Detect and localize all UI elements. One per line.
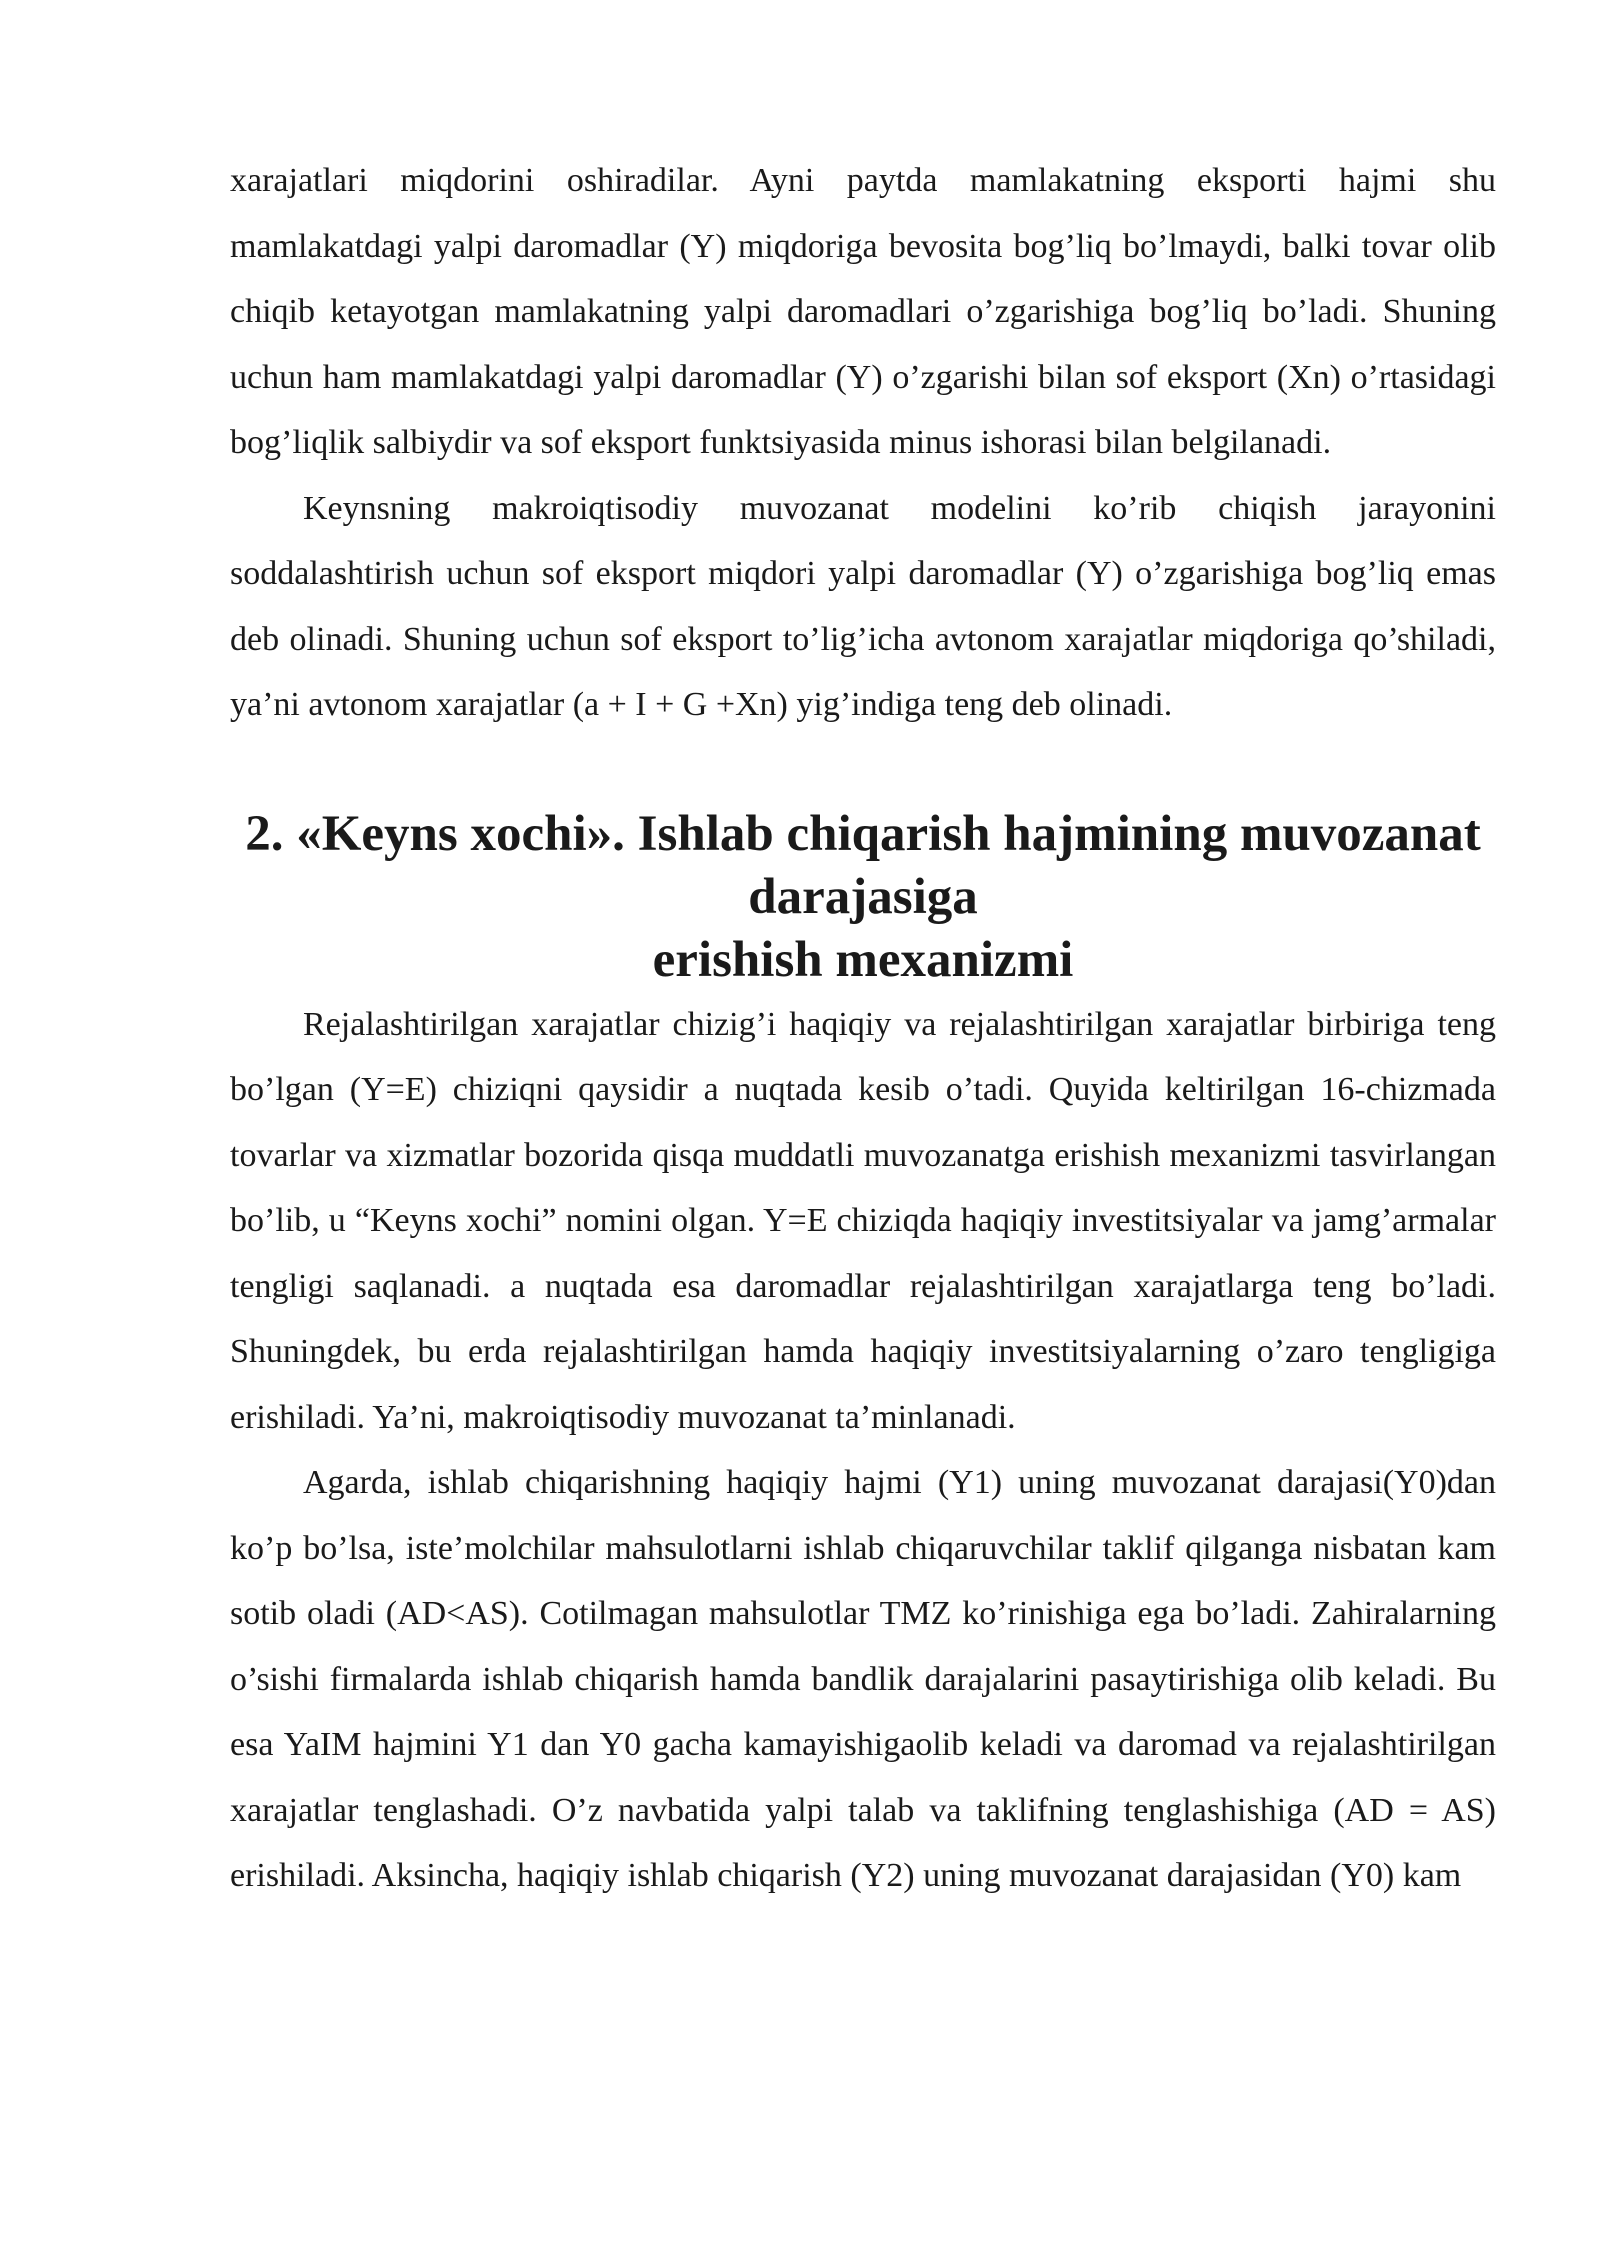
section-heading-line-1: 2. «Keyns xochi». Ishlab chiqarish hajmining muvozanat darajasiga: [245, 805, 1481, 925]
section-heading: [230, 803, 1496, 992]
section-heading-line-2: erishish mexanizmi: [652, 931, 1074, 988]
paragraph-planned-expenditure: Rejalashtirilgan xarajatlar chizig’i haqiqiy va rejalashtirilgan xarajatlar birbiriga teng bo’lgan (Y=E) chiziqni qaysidir a nuqtada kesib o’tadi. Quyida keltirilgan 16-chizmada tovarlar va xizmatlar bozorida qisqa muddatli muvozanatga erishish mexanizmi tasvirlangan bo’lib, u “Keyns xochi” nomini olgan. Y=E chiziqda haqiqiy investitsiyalar va jamg’armalar tengligi saqlanadi. a nuqtada esa daromadlar rejalashtirilgan xarajatlarga teng bo’ladi. Shuningdek, bu erda rejalashtirilgan hamda haqiqiy investitsiyalarning o’zaro tengligiga erishiladi. Ya’ni, makroiqtisodiy muvozanat ta’minlanadi.: [230, 1005, 1496, 1436]
paragraph-keynes-simplification: Keynsning makroiqtisodiy muvozanat modelini ko’rib chiqish jarayonini soddalashtirish uchun sof eksport miqdori yalpi daromadlar (Y) o’zgarishiga bog’liq emas deb olinadi. Shuning uchun sof eksport to’lig’icha avtonom xarajatlar miqdoriga qo’shiladi, ya’ni avtonom xarajatlar (a + I + G +Xn) yig’indiga teng deb olinadi.: [230, 489, 1496, 723]
page-body: [230, 148, 1496, 1909]
paragraph-export-dependency: xarajatlari miqdorini oshiradilar. Ayni paytda mamlakatning eksporti hajmi shu mamlakatdagi yalpi daromadlar (Y) miqdoriga bevosita bog’liq bo’lmaydi, balki tovar olib chiqib ketayotgan mamlakatning yalpi daromadlari o’zgarishiga bog’liq bo’ladi. Shuning uchun ham mamlakatdagi yalpi daromadlar (Y) o’zgarishi bilan sof eksport (Xn) o’rtasidagi bog’liqlik salbiydir va sof eksport funktsiyasida minus ishorasi bilan belgilanadi.: [230, 162, 1496, 461]
paragraph-output-adjustment: Agarda, ishlab chiqarishning haqiqiy hajmi (Y1) uning muvozanat darajasi(Y0)dan ko’p bo’lsa, iste’molchilar mahsulotlarni ishlab chiqaruvchilar taklif qilganga nisbatan kam sotib oladi (AD<AS). Cotilmagan mahsulotlar TMZ ko’rinishiga ega bo’ladi. Zahiralarning o’sishi firmalarda ishlab chiqarish hamda bandlik darajalarini pasaytirishiga olib keladi. Bu esa YaIM hajmini Y1 dan Y0 gacha kamayishigaolib keladi va daromad va rejalashtirilgan xarajatlar tenglashadi. O’z navbatida yalpi talab va taklifning tenglashishiga (AD = AS) erishiladi. Aksincha, haqiqiy ishlab chiqarish (Y2) uning muvozanat darajasidan (Y0) kam: [230, 1464, 1496, 1894]
